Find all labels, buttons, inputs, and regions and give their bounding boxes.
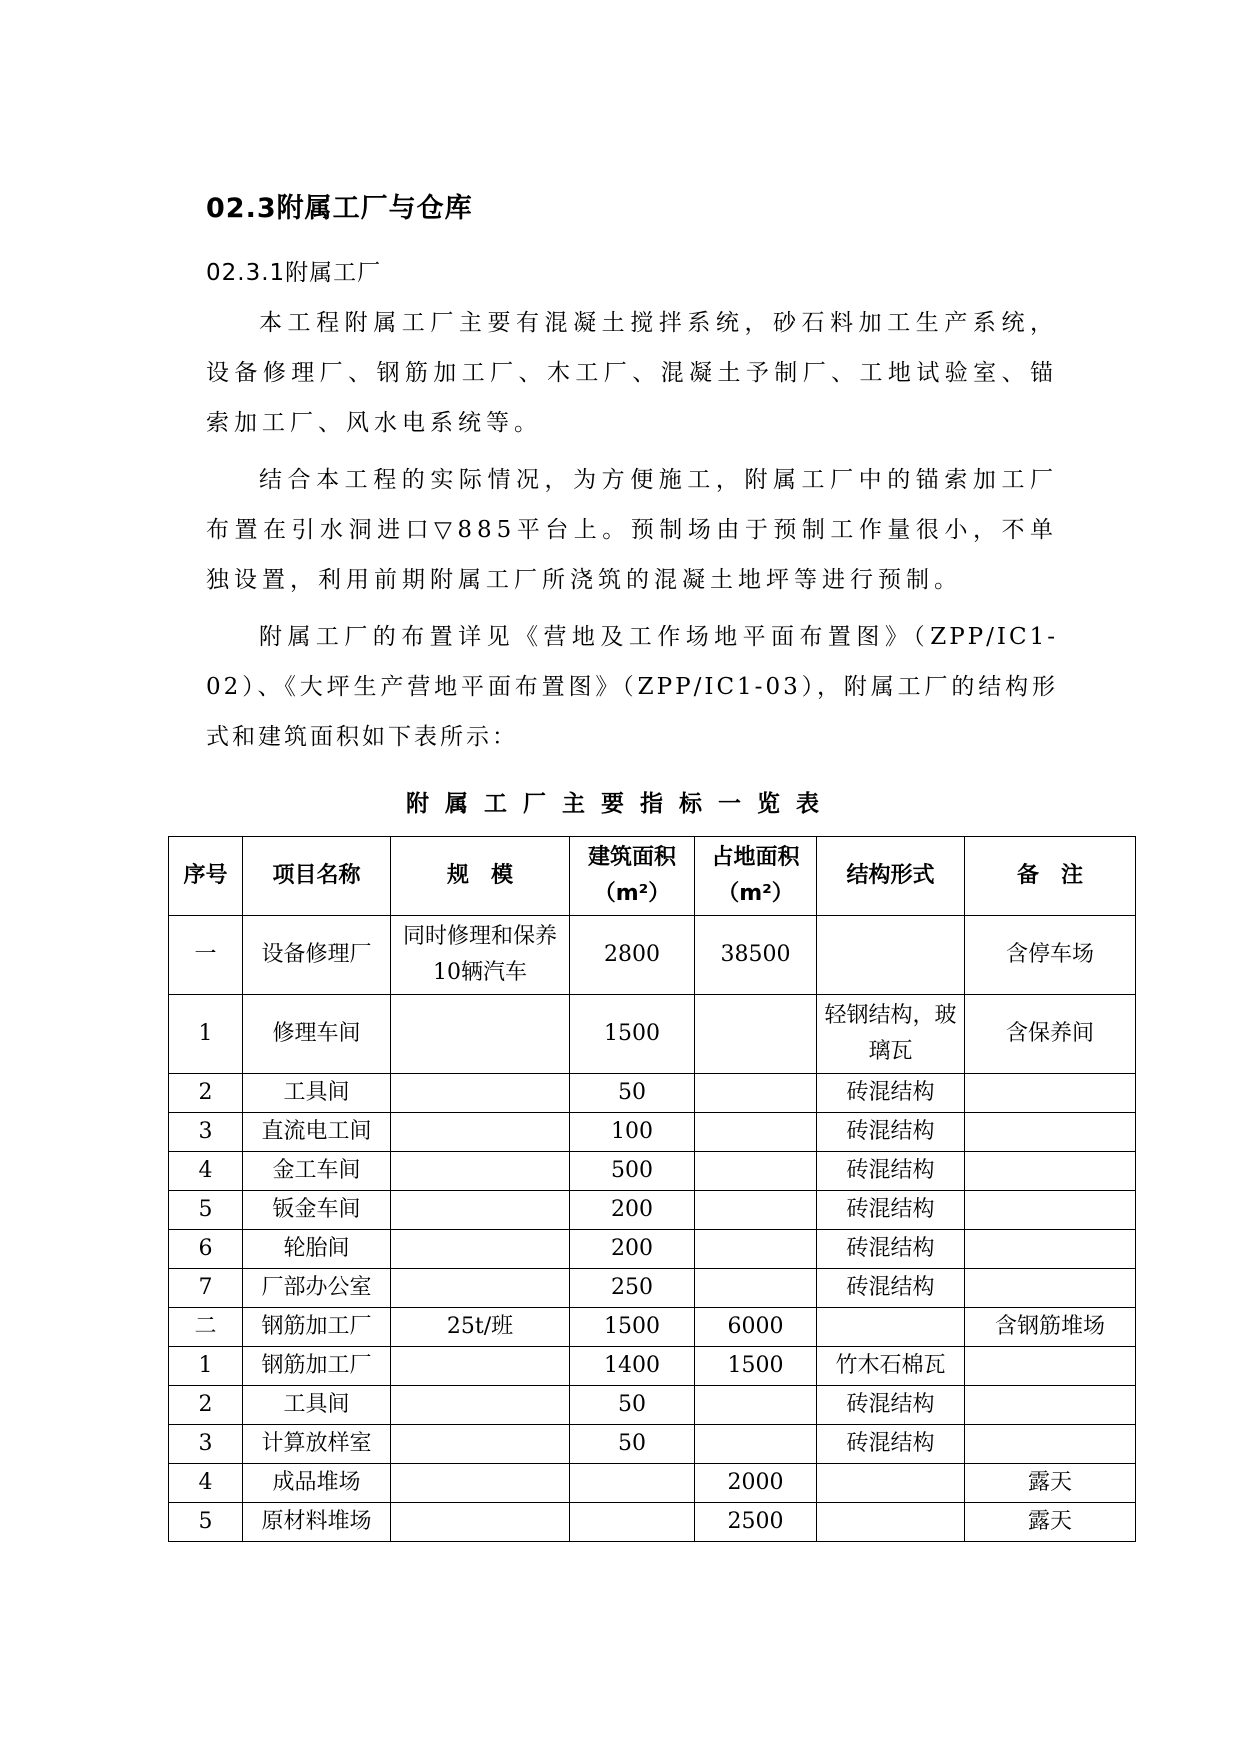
- table-row: [169, 916, 1136, 995]
- table-cell: 金工车间: [243, 1152, 391, 1191]
- table-cell: 砖混结构: [817, 1230, 965, 1269]
- table-cell: [695, 1269, 817, 1308]
- table-cell: 1500: [570, 1308, 695, 1347]
- table-row: [169, 1191, 1136, 1230]
- table-cell: 5: [169, 1191, 243, 1230]
- table-row: [169, 1464, 1136, 1503]
- table-cell: 一: [169, 916, 243, 995]
- col-header-index: 序号: [169, 837, 243, 916]
- table-cell: [965, 1386, 1136, 1425]
- table-cell: 含钢筋堆场: [965, 1308, 1136, 1347]
- table-cell: 100: [570, 1113, 695, 1152]
- table-cell: [391, 1074, 570, 1113]
- table-cell: 2800: [570, 916, 695, 995]
- table-cell: 计算放样室: [243, 1425, 391, 1464]
- table-cell: 50: [570, 1074, 695, 1113]
- table-row: [169, 1503, 1136, 1542]
- table-cell: [695, 1386, 817, 1425]
- table-cell: 厂部办公室: [243, 1269, 391, 1308]
- table-cell: [817, 916, 965, 995]
- table-cell: 工具间: [243, 1074, 391, 1113]
- table-cell: 1500: [695, 1347, 817, 1386]
- table-cell: [965, 1269, 1136, 1308]
- table-cell: [695, 1152, 817, 1191]
- table-cell: [965, 1113, 1136, 1152]
- table-cell: [817, 1308, 965, 1347]
- indicator-table: [168, 836, 1136, 1542]
- table-cell: 3: [169, 1113, 243, 1152]
- table-cell: 4: [169, 1464, 243, 1503]
- table-cell: 砖混结构: [817, 1074, 965, 1113]
- table-cell: 4: [169, 1152, 243, 1191]
- table-cell: 修理车间: [243, 995, 391, 1074]
- table-cell: [817, 1464, 965, 1503]
- table-cell: 38500: [695, 916, 817, 995]
- table-cell: [695, 1191, 817, 1230]
- table-cell: 轮胎间: [243, 1230, 391, 1269]
- subsection-heading: 02.3.1附属工厂: [206, 260, 382, 286]
- table-cell: 1500: [570, 995, 695, 1074]
- table-cell: [570, 1464, 695, 1503]
- table-row: [169, 1269, 1136, 1308]
- table-cell: [391, 1191, 570, 1230]
- table-cell: 2500: [695, 1503, 817, 1542]
- table-cell: 25t/班: [391, 1308, 570, 1347]
- table-cell: 钢筋加工厂: [243, 1308, 391, 1347]
- table-row: [169, 1113, 1136, 1152]
- table-cell: 砖混结构: [817, 1269, 965, 1308]
- table-cell: 直流电工间: [243, 1113, 391, 1152]
- table-cell: 1: [169, 1347, 243, 1386]
- table-cell: 5: [169, 1503, 243, 1542]
- table-cell: 工具间: [243, 1386, 391, 1425]
- table-cell: 砖混结构: [817, 1386, 965, 1425]
- table-cell: 竹木石棉瓦: [817, 1347, 965, 1386]
- table-cell: 200: [570, 1191, 695, 1230]
- table-cell: [965, 1425, 1136, 1464]
- table-cell: 露天: [965, 1464, 1136, 1503]
- table-row: [169, 1152, 1136, 1191]
- table-cell: 含停车场: [965, 916, 1136, 995]
- col-header-structure: 结构形式: [817, 837, 965, 916]
- table-cell: [391, 1464, 570, 1503]
- table-cell: 3: [169, 1425, 243, 1464]
- table-cell: 含保养间: [965, 995, 1136, 1074]
- table-cell: 成品堆场: [243, 1464, 391, 1503]
- table-row: [169, 1386, 1136, 1425]
- table-cell: 7: [169, 1269, 243, 1308]
- table-header-row: [169, 837, 1136, 916]
- table-cell: 50: [570, 1425, 695, 1464]
- table-cell: [965, 1152, 1136, 1191]
- table-cell: 2: [169, 1386, 243, 1425]
- table-cell: [391, 1503, 570, 1542]
- paragraph-2: 结合本工程的实际情况，为方便施工，附属工厂中的锚索加工厂布置在引水洞进口▽885平台上。预制场由于预制工作量很小，不单独设置，利用前期附属工厂所浇筑的混凝土地坪等进行预制。: [206, 467, 1058, 593]
- table-cell: [817, 1503, 965, 1542]
- table-row: [169, 1308, 1136, 1347]
- table-cell: [695, 1113, 817, 1152]
- table-row: [169, 1074, 1136, 1113]
- table-cell: 钢筋加工厂: [243, 1347, 391, 1386]
- table-cell: 500: [570, 1152, 695, 1191]
- table-cell: [391, 995, 570, 1074]
- table-cell: [965, 1347, 1136, 1386]
- table-cell: [965, 1191, 1136, 1230]
- table-cell: 6000: [695, 1308, 817, 1347]
- table-cell: 200: [570, 1230, 695, 1269]
- paragraph-3: 附属工厂的布置详见《营地及工作场地平面布置图》（ZPP/IC1-02）、《大坪生产营地平面布置图》（ZPP/IC1-03），附属工厂的结构形式和建筑面积如下表所示：: [206, 624, 1058, 750]
- table-cell: [391, 1347, 570, 1386]
- table-row: [169, 1230, 1136, 1269]
- table-cell: 露天: [965, 1503, 1136, 1542]
- section-heading: 02.3附属工厂与仓库: [206, 193, 473, 224]
- table-cell: [570, 1503, 695, 1542]
- table-row: [169, 1425, 1136, 1464]
- table-cell: 砖混结构: [817, 1425, 965, 1464]
- table-cell: 250: [570, 1269, 695, 1308]
- table-cell: 同时修理和保养10辆汽车: [391, 916, 570, 995]
- table-cell: 设备修理厂: [243, 916, 391, 995]
- table-cell: 1400: [570, 1347, 695, 1386]
- table-cell: 二: [169, 1308, 243, 1347]
- table-cell: 轻钢结构，玻璃瓦: [817, 995, 965, 1074]
- table-title: 附属工厂主要指标一览表: [406, 791, 835, 817]
- table-cell: [965, 1074, 1136, 1113]
- table-cell: 砖混结构: [817, 1113, 965, 1152]
- table-cell: 砖混结构: [817, 1191, 965, 1230]
- table-cell: 50: [570, 1386, 695, 1425]
- table-cell: 砖混结构: [817, 1152, 965, 1191]
- table-cell: [695, 995, 817, 1074]
- table-cell: [391, 1425, 570, 1464]
- col-header-remarks: 备 注: [965, 837, 1136, 916]
- table-cell: [695, 1425, 817, 1464]
- col-header-scale: 规 模: [391, 837, 570, 916]
- table-cell: [391, 1230, 570, 1269]
- col-header-name: 项目名称: [243, 837, 391, 916]
- table-cell: 2: [169, 1074, 243, 1113]
- table-cell: [391, 1152, 570, 1191]
- table-cell: 6: [169, 1230, 243, 1269]
- col-header-land-area: 占地面积（m²）: [695, 837, 817, 916]
- table-cell: [695, 1074, 817, 1113]
- col-header-building-area: 建筑面积（m²）: [570, 837, 695, 916]
- paragraph-1: 本工程附属工厂主要有混凝土搅拌系统，砂石料加工生产系统，设备修理厂、钢筋加工厂、木工厂、混凝土予制厂、工地试验室、锚索加工厂、风水电系统等。: [206, 310, 1058, 436]
- table-cell: 1: [169, 995, 243, 1074]
- table-body: [169, 916, 1136, 1542]
- table-cell: [391, 1269, 570, 1308]
- table-row: [169, 1347, 1136, 1386]
- table-cell: [391, 1113, 570, 1152]
- table-cell: [391, 1386, 570, 1425]
- table-cell: 2000: [695, 1464, 817, 1503]
- table-cell: [965, 1230, 1136, 1269]
- table-cell: 钣金车间: [243, 1191, 391, 1230]
- table-cell: 原材料堆场: [243, 1503, 391, 1542]
- table-cell: [695, 1230, 817, 1269]
- table-row: [169, 995, 1136, 1074]
